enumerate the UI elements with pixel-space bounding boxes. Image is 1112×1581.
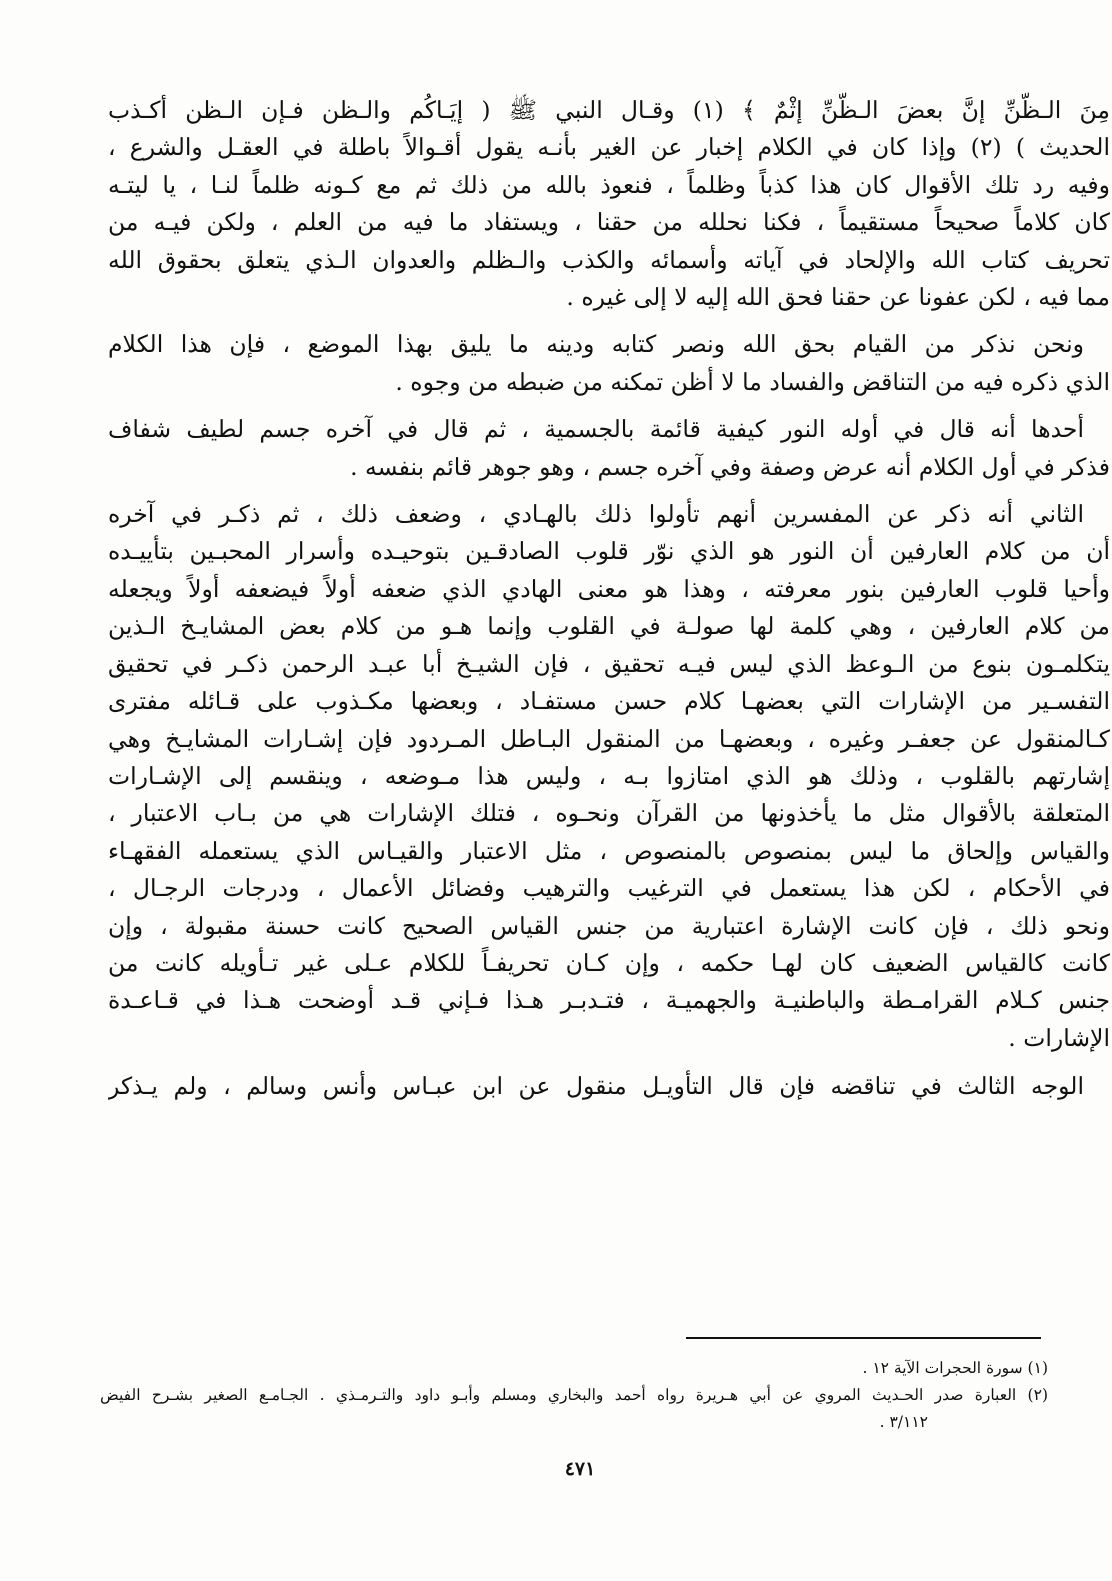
- text-line: ونحن نذكر من القيام بحق الله ونصر كتابه ودينه ما يليق بهذا الموضع ، فإن هذا الكلام: [108, 330, 1084, 359]
- paragraph-1: [108, 92, 1110, 316]
- text-line: المتعلقة بالأقوال مثل ما يأخذونها من القرآن ونحـوه ، فتلك الإشارات هي من بـاب الاعتبار ،: [108, 799, 1110, 828]
- text-line: كانت كالقياس الضعيف كان لهـا حكمه ، وإن كـان تحريفـاً للكلام عـلى غير تـأويله كانت من: [108, 948, 1110, 977]
- text-line: الثاني أنه ذكر عن المفسرين أنهم تأولوا ذلك بالهـادي ، وضعف ذلك ، ثم ذكـر في آخره: [108, 500, 1084, 529]
- paragraph-3: [108, 411, 1110, 486]
- text-line: الذي ذكره فيه من التناقض والفساد ما لا أظن تمكنه من ضبطه من وجوه .: [395, 367, 1110, 396]
- text-line: تحريف كتاب الله والإلحاد في آياته وأسمائه والكذب والـظلم والعدوان الـذي يتعلق بحقوق الله: [108, 245, 1110, 274]
- text-line: في الأحكام ، لكن هذا يستعمل في الترغيب والترهيب وفضائل الأعمال ، ودرجات الرجـال ،: [108, 874, 1110, 903]
- text-line: ونحو ذلك ، فإن كانت الإشارة اعتبارية من جنس القياس الصحيح كانت حسنة مقبولة ، وإن: [108, 911, 1110, 940]
- paragraph-4: [108, 496, 1110, 1057]
- text-line: جنس كـلام القرامـطة والباطنيـة والجهميـة ، فتـدبـر هـذا فـإني قـد أوضحت هـذا في قـاعـدة: [108, 986, 1110, 1015]
- text-line: وفيه رد تلك الأقوال كان هذا كذباً وظلماً ، فنعوذ بالله من ذلك ثم مع كـونه ظلماً لنـا ، يا ليتـه: [108, 170, 1110, 199]
- text-line: مما فيه ، لكن عفونا عن حقنا فحق الله إليه لا إلى غيره .: [566, 283, 1110, 312]
- text-line: فذكر في أول الكلام أنه عرض وصفة وفي آخره جسم ، وهو جوهر قائم بنفسه .: [350, 452, 1110, 481]
- text-line: الحديث ) (٢) وإذا كان في الكلام إخبار عن الغير بأنـه يقول أقـوالاً باطلة في العقـل والشرع ،: [108, 133, 1110, 162]
- paragraph-5: [108, 1068, 1110, 1105]
- main-text: [108, 92, 1110, 1106]
- text-line: وأحيا قلوب العارفين بنور معرفته ، وهذا هو معنى الهادي الذي ضعفه أولاً فيضعفه أولاً ويجعله: [108, 574, 1110, 603]
- footnote-separator: [686, 1337, 1041, 1339]
- text-line: كـالمنقول عن جعفـر وغيره ، وبعضهـا من المنقول البـاطل المـردود فإن إشـارات المشايـخ وهي: [108, 724, 1110, 753]
- footnote-2-continuation: ٣/١١٢ .: [879, 1413, 928, 1431]
- footnote-2: (٢) العبارة صدر الحـديث المروي عن أبي هـريرة رواه أحمد والبخاري ومسلم وأبـو داود والتـرمـذي . الجـامـع الصغير بشـرح الفيض: [100, 1386, 1048, 1404]
- text-line: والقياس وإلحاق ما ليس بمنصوص بالمنصوص ، مثل الاعتبار والقيـاس الذي يستعمله الفقهـاء: [108, 836, 1110, 865]
- text-line: أحدها أنه قال في أوله النور كيفية قائمة بالجسمية ، ثم قال في آخره جسم لطيف شفاف: [108, 415, 1084, 444]
- footnotes: [100, 1355, 1048, 1436]
- text-line: الوجه الثالث في تناقضه فإن قال التأويـل منقول عن ابن عبـاس وأنس وسالم ، ولم يـذكر: [108, 1072, 1084, 1101]
- page-number: ٤٧١: [564, 1458, 596, 1480]
- text-line: الإشارات .: [1008, 1023, 1110, 1052]
- text-line: إشارتهم بالقلوب ، وذلك هو الذي امتازوا بـه ، وليس هذا مـوضعه ، وينقسم إلى الإشـارات: [108, 761, 1110, 790]
- footnote-1: (١) سورة الحجرات الآية ١٢ .: [862, 1359, 1048, 1377]
- text-line: التفسـير من الإشارات التي بعضهـا كلام حسن مستفـاد ، وبعضها مكـذوب على قـائله مفترى: [108, 687, 1110, 716]
- text-line: من كلام العارفين ، وهي كلمة لها صولـة في القلوب وإنما هـو من كلام بعض المشايـخ الـذين: [108, 612, 1110, 641]
- text-line: كان كلاماً صحيحاً مستقيماً ، فكنا نحلله من حقنا ، ويستفاد ما فيه من العلم ، ولكن فيـه من: [108, 208, 1110, 237]
- text-line: مِنَ الـظَّنِّ إنَّ بعضَ الـظَّنِّ إثْمٌ ﴾ (١) وقـال النبي ﷺ ( إيَـاكُم والـظن فـإن الـظن أكـذب: [108, 96, 1110, 124]
- paragraph-2: [108, 326, 1110, 401]
- text-line: أن من كلام العارفين أن النور هو الذي نوّر قلوب الصادقـين بتوحيـده وأسرار المحبـين بتأييـده: [108, 537, 1110, 566]
- text-line: يتكلمـون بنوع من الـوعظ الذي ليس فيـه تحقيق ، فإن الشيـخ أبا عبـد الرحمن ذكـر في تحقيق: [108, 649, 1110, 678]
